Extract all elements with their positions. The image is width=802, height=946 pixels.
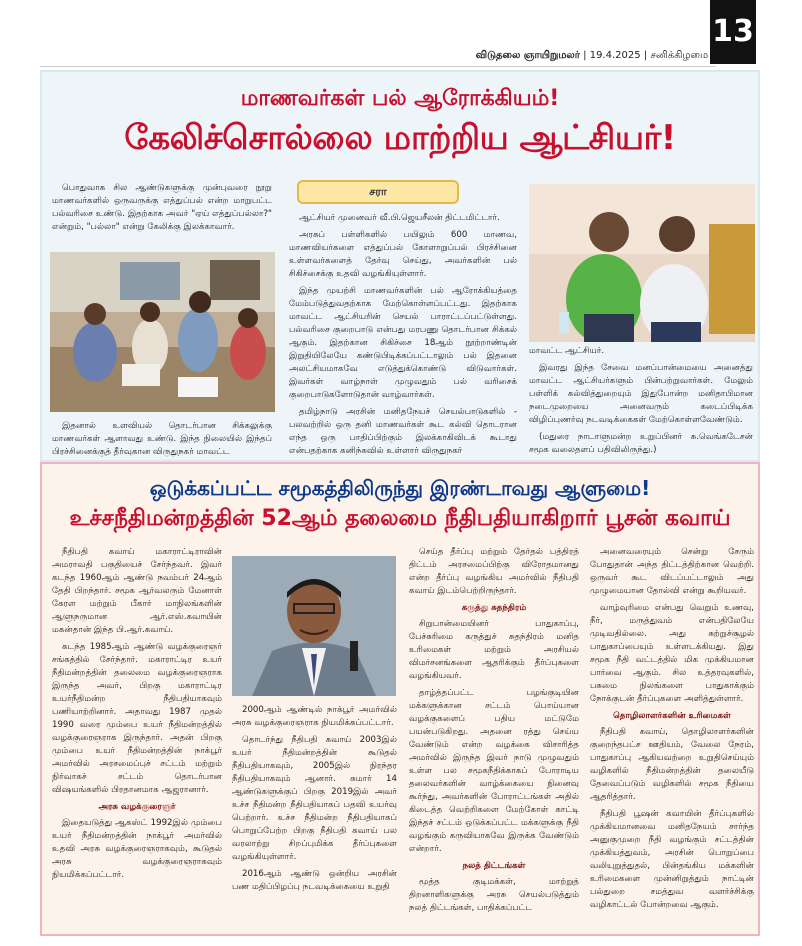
page-number: 13 <box>710 0 756 64</box>
story2-para: சிறுபான்மையினர் பாதுகாப்பு, பேச்சுரிமை கருத்துச் சுதந்திரம் மனித உரிமைகள் மற்றும் அரசியல் விமர்சனங்களை ஆதரிக்கும் தீர்ப்புகளை வழங்கியவர். <box>409 619 579 681</box>
story1-para: பொதுவாக சில ஆண்டுகளுக்கு முன்புவரை நூறு மாணவர்களில் ஒருவருக்கு எத்துப்பல் என்ற மாறுபட்ட பல்வரிசை உண்டு. இதற்காக அவர் "ஏய் எத்துப்பல்லா?" என்றும், "பல்லா" என்று கேலிக்கு இலக்காவார். <box>52 183 272 232</box>
subheading-public-prosecutor: அரசு வழக்குரைஞர் <box>98 802 176 812</box>
story2-para: நீதிபதி கவாய் மகாராட்டிராவின் அமராவதி பகுதியைச் சேர்ந்தவர். இவர் கடந்த 1960ஆம் ஆண்டு நவம்பர் 24ஆம் தேதி பிறந்தார். சமூக ஆர்வலரும் மேனாள் கேரள மற்றும் பீகார் மாநிலங்களின் ஆளுநருமான ஆர்.எஸ்.கவாயின் மகன்தான் இந்த பி.ஆர்.கவாய். <box>52 547 222 635</box>
story-chief-justice <box>40 462 760 936</box>
story1-col2 <box>289 212 517 462</box>
justice-portrait <box>232 556 396 696</box>
story2-para: 2016ஆம் ஆண்டு ஒன்றிய அரசின் பண மதிப்பிழப்பு நடவடிக்கையை உறுதி <box>232 869 397 892</box>
story2-para: செய்த தீர்ப்பு மற்றும் தேர்தல் பத்திரத் திட்டம் அரசமைப்பிற்கு விரோதமானது என்ற தீர்ப்பு வழங்கிய அமர்வில் நீதிபதி கவாய் இடம்பெற்றிருந்தார். <box>409 547 579 596</box>
photo-caption: மாவட்ட ஆட்சியர். <box>529 346 605 356</box>
story1-para: தமிழ்நாடு அரசின் மனிதநேயச் செயல்பாடுகளில் - பலவற்றில் ஒரு தனி மாணவர்கள் கூட கல்வி தொடரான எந்த ஒரு பாதிப்பிற்கும் இலக்காகிவிடக் கூடாது என்பதற்காக கனிந்கவில் உள்ளார் விருதுநகர் <box>289 407 517 456</box>
story1-para: அரசுப் பள்ளிகளில் பயிலும் 600 மாணவ, மாணவியர்களை எத்துப்பல் கோளாறுப்பல் பிரச்சினை உள்ளவர்களைத் தேர்வு செய்து, அவர்களின் பல் சிகிச்சைக்கு உதவி வழங்கியுள்ளார். <box>289 230 517 279</box>
story1-headline: கேலிச்சொல்லை மாற்றிய ஆட்சியர்! <box>124 118 676 158</box>
story1-para: இவரது இந்த சேவை மனப்பான்மையை அனைத்து மாவட்ட ஆட்சியர்களும் பின்பற்றுவார்கள். மேலும் பள்ளிக் கல்வித்துறையும் இதுபோன்ற மனிதாபிமான நடைமுறையை அனைவரும் கடைப்பிடிக்க விழிப்புணர்வு நடவடிக்கைகள் மேற்கொள்ளவேண்டும். <box>529 363 753 425</box>
story1-col1-bottom <box>52 420 272 463</box>
story2-col1 <box>52 546 222 886</box>
story2-para: இதையடுத்து ஆகஸ்ட் 1992இல் மும்பை உயர் நீதிமன்றத்தின் நாக்பூர் அமர்வில் உதவி அரசு வழக்குரைஞராகவும், கூடுதல் அரசு வழக்குரைஞராகவும் நியமிக்கப்பட்டார். <box>52 818 222 880</box>
subheading-workers-rights: தொழிலாளர்களின் உரிமைகள் <box>613 711 731 721</box>
story2-col2 <box>232 704 397 898</box>
story2-para: தொடர்ந்து நீதிபதி கவாய் 2003இல் உயர் நீதிமன்றத்தின் கூடுதல் நீதிபதியாகவும், 2005இல் நிரந்தர நீதிபதியாகவும் ஆனார். சுமார் 14 ஆண்டுகளுக்குப் பிறகு 2019இல் அவர் உச்ச நீதிமன்ற நீதிபதியாகப் பதவி உயர்வு பெற்றார். உச்ச நீதிமன்ற நீதிபதியாகப் பொறுப்பேற்ற பிறகு நீதிபதி கவாய் பல வரலாற்று சிறப்புமிக்க தீர்ப்புகளை வழங்கியுள்ளார். <box>232 735 397 862</box>
story2-para: நீதிபதி கவாய், தொழிலாளர்களின் குறைந்தபட்ச ஊதியம், வேலை நேரம், பாதுகாப்பு ஆகியவற்றை உறுதிசெய்யும் வழிகளில் நீதிமன்றத்தின் தலையீடு தேவைப்படும் வழிகளில் சமூக நீதியை ஆதரித்தார். <box>590 727 754 802</box>
story2-para: 2000ஆம் ஆண்டில் நாக்பூர் அமர்வில் அரசு வழக்குரைஞராக நியமிக்கப்பட்டார். <box>232 705 397 728</box>
story2-para: அனைவரையும் சென்று சேரும் போதுதான் அந்த திட்டத்திற்கான வெற்றி. ஒருவர் கூட விடப்பட்டாலும் அது முழுமையான தோல்வி என்று கூறியவர். <box>590 547 754 596</box>
masthead-day: சனிக்கிழமை <box>650 50 708 61</box>
story1-para: இதனால் உளவியல் தொடர்பான சிக்கலுக்கு மாணவர்கள் ஆளாவது உண்டு. இந்த நிலையில் இந்தப் பிரச்சினைக்குத் தீர்வுகான விருதுநகர் மாவட்ட <box>52 421 272 457</box>
story2-kicker: ஒடுக்கப்பட்ட சமூகத்திலிருந்து இரண்டாவது ஆளுமை! <box>149 476 651 500</box>
story2-para: நீதிபதி பூஷன் கவாயின் தீர்ப்புகளில் முக்கியமானவை மனிதநேயம் சார்ந்த அனுகுமுறை நீதி வழங்கும் சட்டத்தின் முக்கியத்துவம், அரசின் பொறுப்பை வலியுறுத்துதல், பின்தங்கிய மக்களின் உரிமைகளை முன்னிறுத்தும் நாட்டின் பல்துறை சமத்துவ வளர்ச்சிக்கு வழிகாட்டல் போன்றவை ஆகும். <box>590 809 754 910</box>
story2-para: வாழ்வுரிமை என்பது வெறும் உணவு, நீர், மருத்துவம் என்பதிலேயே முடிவதில்லை. அது சுற்றுச்சூழல் பாதுகாப்பையும் உள்ளடக்கியது. இது சமூக நீதி வட்டத்தில் மிக முக்கியமான பார்வை ஆகும். சில உத்தரவுகளில், பசுமை நிலங்களை பாதுகாக்கும் நோக்குடன் தீர்ப்புகளை அளித்துள்ளார். <box>590 603 754 704</box>
masthead-paper: விடுதலை ஞாயிறுமலர் <box>475 50 580 61</box>
collector-photo <box>529 184 755 342</box>
story2-para: மூத்த குடிமக்கள், மாற்றுத் திறனாளிகளுக்கு அரசு செயல்படுத்தும் நலத் திட்டங்கள், பாதிக்கப்பட்ட <box>409 877 579 913</box>
story2-col4 <box>590 546 754 916</box>
story1-col1-top <box>52 182 272 238</box>
story2-para: தாழ்த்தப்பட்ட பழங்குடியின மக்களுக்கான சட்டம் பொய்யான வழக்குகளைப் பதிய மட்டுமே பயன்படுகிறது. அதனை ரத்து செய்ய வேண்டும் என்ற வழக்கை விசாரித்த அமர்வில் இருந்த இவர் நாடு முழுவதும் உள்ள பல சமூகநீதிக்காகப் போராடிய தலைவர்களின் வாழ்க்கையை நினைவு கூர்ந்து, அவர்களின் போராட்டங்கள் அதில் கிடைத்த வெற்றிகளை மேற்கோள் காட்டி இந்தச் சட்டம் ஒடுக்கப்பட்ட மக்களுக்கு நீதி வழங்கும் கருவியாகவே இருக்க வேண்டும் என்றார். <box>409 688 579 854</box>
story1-para: ஆட்சியர் முனைவர் வீ.பி.ஜெயசீலன் திட்டமிட்டார். <box>299 213 500 223</box>
story-dental-health <box>40 70 760 462</box>
story2-headline: உச்சநீதிமன்றத்தின் 52ஆம் தலைமை நீதிபதியாகிறார் பூசன் கவாய் <box>69 506 731 531</box>
story1-para: இந்த முயற்சி மாணவர்களின் பல் ஆரோக்கியத்தை மேம்படுத்துவதற்காக மேற்கொள்ளப்பட்டது. இதற்காக மாவட்ட ஆட்சியரின் செயல் பாராட்டப்பட்டுள்ளது. பல்வரிசை குறைபாடு என்பது மரபணு தொடர்பான சிக்கல் ஆகும். இதற்கான சிகிச்சை 18ஆம் நூற்றாண்டின் இறுதியிலேயே கண்டுபிடிக்கப்பட்டாலும் பல் இதனை அலட்சியமாகவே எடுத்துக்கொண்டு விடுவார்கள். இவர்கள் வாழ்நாள் முழுவதும் பல் வரிசைக் குறைபாடுகளோடுதான் வாழ்வார்கள். <box>289 286 517 400</box>
story1-kicker: மாணவர்கள் பல் ஆரோக்கியம்! <box>240 86 560 111</box>
subheading-free-speech: கருத்து சுதந்திரம் <box>461 603 527 613</box>
masthead: விடுதலை ஞாயிறுமலர் | 19.4.2025 | சனிக்கிழமை <box>40 45 716 67</box>
story2-col3 <box>409 546 579 919</box>
story1-source-note: (மதுரை நாடாளுமன்ற உறுப்பினர் சு.வெங்கடேசன் சமூக வலைதளப் பதிவிலிருந்து.) <box>529 432 753 455</box>
byline: சரா <box>297 180 459 204</box>
classroom-photo <box>50 252 275 412</box>
masthead-date: 19.4.2025 <box>589 50 641 61</box>
subheading-welfare-schemes: நலத் திட்டங்கள் <box>462 861 526 871</box>
story2-para: கடந்த 1985ஆம் ஆண்டு வழக்குரைஞர் சங்கத்தில் சேர்ந்தார். மகாராட்டிர உயர் நீதிமன்றத்தின் தலைமை வழக்குரைஞராக இருந்த அவர், பிறகு மகாராட்டிர உயர்நீதிமன்ற நீதிபதியாகவும் பணியாற்றினார். அதாவது 1987 முதல் 1990 வரை மும்பை உயர் நீதிமன்றத்தில் வழக்குரைஞராக இருந்தார். அதன் பிறகு மும்பை உயர் நீதிமன்றத்தின் நாக்பூர் அமர்வில் அரசமைப்புச் சட்டம் மற்றும் நிர்வாகச் சட்டம் தொடர்பான விஷயங்களில் பிரதானமாக ஆஜரானார். <box>52 642 222 795</box>
story1-col3 <box>529 362 753 461</box>
